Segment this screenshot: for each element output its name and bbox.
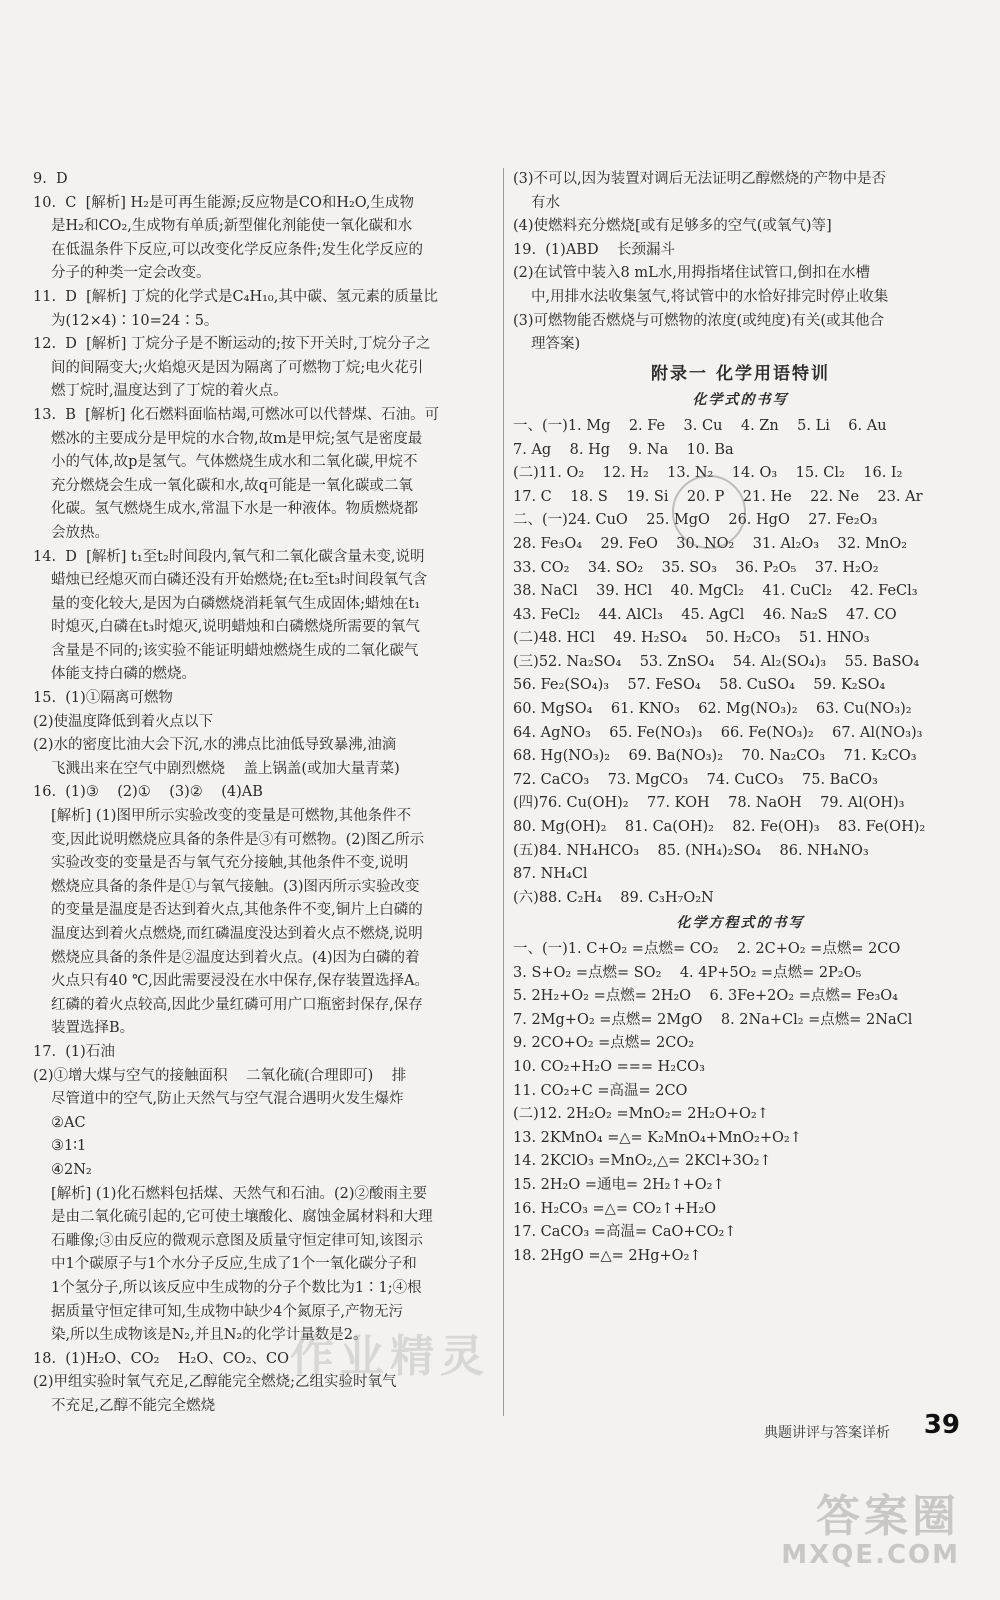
- footer-label: 典题讲评与答案详析: [764, 1425, 890, 1441]
- page-number: 39: [923, 1410, 960, 1440]
- answer-line: 小的气体,故p是氢气。气体燃烧生成水和二氧化碳,甲烷不: [51, 454, 418, 471]
- answer-line: (2)使温度降低到着火点以下: [33, 713, 214, 730]
- stamp-icon: [672, 475, 746, 549]
- answer-line: 13. B [解析] 化石燃料面临枯竭,可燃冰可以代替煤、石油。可: [33, 406, 440, 423]
- answer-line: 体能支持白磷的燃烧。: [51, 666, 196, 683]
- answer-line: (2)甲组实验时氧气充足,乙醇能完全燃烧;乙组实验时氧气: [33, 1374, 397, 1391]
- answer-line: ④2N₂: [51, 1161, 92, 1178]
- formula-line: 二、(一)24. CuO 25. MgO 26. HgO 27. Fe₂O₃: [513, 512, 878, 529]
- answer-line: [解析] (1)化石燃料包括煤、天然气和石油。(2)②酸雨主要: [51, 1185, 427, 1202]
- formula-line: 60. MgSO₄ 61. KNO₃ 62. Mg(NO₃)₂ 63. Cu(NO₃)₂: [513, 701, 912, 718]
- formula-line: 64. AgNO₃ 65. Fe(NO₃)₃ 66. Fe(NO₃)₂ 67. Al(NO₃)₃: [513, 724, 923, 741]
- answer-line: 中1个碳原子与1个水分子反应,生成了1个一氧化碳分子和: [51, 1256, 417, 1273]
- answer-line: 时熄灭,白磷在t₃时熄灭,说明蜡烛和白磷燃烧所需要的氧气: [51, 619, 420, 636]
- watermark-url: MXQE.COM: [781, 1540, 960, 1570]
- answer-line: (2)水的密度比油大会下沉,水的沸点比油低导致暴沸,油滴: [33, 737, 397, 754]
- equation-line: 5. 2H₂+O₂ =点燃= 2H₂O 6. 3Fe+2O₂ =点燃= Fe₃O₄: [513, 988, 898, 1005]
- answer-line: 燃烧应具备的条件是①与氧气接触。(3)图丙所示实验改变: [51, 878, 420, 895]
- answer-line: 尽管道中的空气,防止天然气与空气混合遇明火发生爆炸: [51, 1091, 404, 1108]
- formula-line: 33. CO₂ 34. SO₂ 35. SO₃ 36. P₂O₅ 37. H₂O₂: [513, 559, 879, 576]
- answer-line: 的变量是温度是否达到着火点,其他条件不变,铜片上白磷的: [51, 902, 423, 919]
- column-divider: [503, 168, 504, 1416]
- answer-line: 火点只有40 ℃,因此需要浸没在水中保存,保存装置选择A。: [51, 973, 429, 990]
- answer-line: (4)使燃料充分燃烧[或有足够多的空气(或氧气)等]: [513, 218, 832, 235]
- answer-line: 10. C [解析] H₂是可再生能源;反应物是CO和H₂O,生成物: [33, 194, 414, 211]
- equation-line: 一、(一)1. C+O₂ =点燃= CO₂ 2. 2C+O₂ =点燃= 2CO: [513, 941, 901, 957]
- answer-line: (2)在试管中装入8 mL水,用拇指堵住试管口,倒扣在水槽: [513, 265, 870, 282]
- formula-line: (四)76. Cu(OH)₂ 77. KOH 78. NaOH 79. Al(OH)₃: [513, 795, 905, 812]
- formula-line: 43. FeCl₂ 44. AlCl₃ 45. AgCl 46. Na₂S 47. CO: [513, 606, 897, 623]
- formula-subheading: 化学式的书写: [692, 392, 789, 409]
- equation-line: 10. CO₂+H₂O === H₂CO₃: [513, 1058, 705, 1075]
- answer-line: 据质量守恒定律可知,生成物中缺少4个氮原子,产物无污: [51, 1303, 403, 1320]
- answer-line: 1个氢分子,所以该反应中生成物的分子个数比为1∶1;④根: [51, 1279, 422, 1296]
- answer-line: 在低温条件下反应,可以改变化学反应条件;发生化学反应的: [51, 241, 423, 258]
- equation-line: 13. 2KMnO₄ =△= K₂MnO₄+MnO₂+O₂↑: [513, 1129, 802, 1146]
- appendix-heading: 附录一 化学用语特训: [651, 363, 830, 384]
- formula-line: 87. NH₄Cl: [513, 866, 588, 883]
- answer-line: 间的间隔变大;火焰熄灭是因为隔离了可燃物丁烷;电火花引: [51, 359, 424, 376]
- answer-line: 燃丁烷时,温度达到了丁烷的着火点。: [51, 383, 288, 400]
- answer-line: 15. (1)①隔离可燃物: [33, 690, 173, 707]
- answer-line: 变,因此说明燃烧应具备的条件是③有可燃物。(2)图乙所示: [51, 831, 425, 848]
- formula-line: 72. CaCO₃ 73. MgCO₃ 74. CuCO₃ 75. BaCO₃: [513, 771, 878, 788]
- answer-line: 有水: [531, 194, 560, 211]
- formula-line: 38. NaCl 39. HCl 40. MgCl₂ 41. CuCl₂ 42. FeCl₃: [513, 583, 918, 600]
- answer-line: 充分燃烧会生成一氧化碳和水,故q可能是一氧化碳或二氧: [51, 477, 413, 494]
- answer-line: 9. D: [33, 171, 68, 187]
- answer-line: 会放热。: [51, 524, 109, 541]
- answer-line: 装置选择B。: [51, 1020, 135, 1037]
- answer-line: 量的变化较大,是因为白磷燃烧消耗氧气生成固体;蜡烛在t₁: [51, 595, 421, 612]
- answer-line: [解析] (1)图甲所示实验改变的变量是可燃物,其他条件不: [51, 808, 412, 825]
- answer-line: 温度达到着火点燃烧,而红磷温度没达到着火点不燃烧,说明: [51, 926, 423, 942]
- answer-line: 化碳。氢气燃烧生成水,常温下水是一种液体。物质燃烧都: [51, 501, 419, 518]
- formula-line: 17. C 18. S 19. Si 20. P 21. He 22. Ne 23. Ar: [513, 488, 923, 505]
- answer-line: 燃烧应具备的条件是②温度达到着火点。(4)因为白磷的着: [51, 949, 420, 966]
- formula-line: (二)11. O₂ 12. H₂ 13. N₂ 14. O₃ 15. Cl₂ 16. I₂: [513, 465, 903, 482]
- answer-line: 染,所以生成物该是N₂,并且N₂的化学计量数是2。: [51, 1327, 368, 1344]
- answer-line: 实验改变的变量是否与氧气充分接触,其他条件不变,说明: [51, 855, 409, 872]
- left-column: [33, 168, 498, 1418]
- answer-line: (3)不可以,因为装置对调后无法证明乙醇燃烧的产物中是否: [513, 171, 887, 187]
- equation-line: 9. 2CO+O₂ =点燃= 2CO₂: [513, 1035, 695, 1052]
- equation-line: 17. CaCO₃ =高温= CaO+CO₂↑: [513, 1224, 737, 1241]
- watermark-logo: 答案圈: [816, 1491, 960, 1542]
- answer-line: 飞溅出来在空气中剧烈燃烧 盖上锅盖(或加大量青菜): [51, 760, 400, 777]
- answer-line: 分子的种类一定会改变。: [51, 265, 211, 282]
- formula-line: 68. Hg(NO₃)₂ 69. Ba(NO₃)₂ 70. Na₂CO₃ 71. K₂CO₃: [513, 748, 917, 765]
- answer-line: 16. (1)③ (2)① (3)② (4)AB: [33, 784, 263, 801]
- answer-line: 蜡烛已经熄灭而白磷还没有开始燃烧;在t₂至t₃时间段氧气含: [51, 572, 428, 589]
- formula-line: (五)84. NH₄HCO₃ 85. (NH₄)₂SO₄ 86. NH₄NO₃: [513, 842, 869, 859]
- answer-line: 17. (1)石油: [33, 1043, 115, 1060]
- formula-line: 一、(一)1. Mg 2. Fe 3. Cu 4. Zn 5. Li 6. Au: [513, 417, 887, 434]
- equation-line: 3. S+O₂ =点燃= SO₂ 4. 4P+5O₂ =点燃= 2P₂O₅: [513, 964, 862, 981]
- answer-line: ③1∶1: [51, 1138, 87, 1155]
- answer-line: 是由二氧化硫引起的,它可使土壤酸化、腐蚀金属材料和大理: [51, 1209, 433, 1226]
- formula-line: (六)88. C₂H₄ 89. C₃H₇O₂N: [513, 889, 714, 906]
- equation-line: 15. 2H₂O =通电= 2H₂↑+O₂↑: [513, 1176, 725, 1193]
- answer-line: 中,用排水法收集氢气,将试管中的水恰好排完时停止收集: [531, 288, 889, 305]
- answer-line: 燃冰的主要成分是甲烷的水合物,故m是甲烷;氢气是密度最: [51, 430, 423, 447]
- answer-line: 19. (1)ABD 长颈漏斗: [513, 241, 676, 258]
- equation-line: 14. 2KClO₃ =MnO₂,△= 2KCl+3O₂↑: [513, 1153, 772, 1170]
- equation-line: 18. 2HgO =△= 2Hg+O₂↑: [513, 1247, 702, 1264]
- answer-line: 石雕像;③由反应的微观示意图及质量守恒定律可知,该图示: [51, 1232, 423, 1249]
- answer-line: 14. D [解析] t₁至t₂时间段内,氧气和二氧化碳含量未变,说明: [33, 548, 425, 565]
- answer-line: 是H₂和CO₂,生成物有单质;新型催化剂能使一氧化碳和水: [51, 218, 413, 235]
- equation-line: 7. 2Mg+O₂ =点燃= 2MgO 8. 2Na+Cl₂ =点燃= 2NaCl: [513, 1011, 913, 1028]
- watermark-text: 作业精灵: [290, 1331, 490, 1382]
- answer-line: 红磷的着火点较高,因此少量红磷可用广口瓶密封保存,保存: [51, 996, 423, 1013]
- answer-line: 11. D [解析] 丁烷的化学式是C₄H₁₀,其中碳、氢元素的质量比: [33, 288, 438, 305]
- formula-line: 56. Fe₂(SO₄)₃ 57. FeSO₄ 58. CuSO₄ 59. K₂SO₄: [513, 677, 886, 694]
- answer-line: 含量是不同的;该实验不能证明蜡烛燃烧生成的二氧化碳气: [51, 642, 419, 659]
- answer-line: 不充足,乙醇不能完全燃烧: [51, 1397, 216, 1414]
- answer-line: (3)可燃物能否燃烧与可燃物的浓度(或纯度)有关(或其他合: [513, 312, 885, 329]
- formula-line: 80. Mg(OH)₂ 81. Ca(OH)₂ 82. Fe(OH)₃ 83. Fe(OH)₂: [513, 819, 926, 836]
- equation-line: 11. CO₂+C =高温= 2CO: [513, 1082, 688, 1099]
- answer-line: ②AC: [51, 1114, 86, 1131]
- equation-subheading: 化学方程式的书写: [676, 915, 805, 932]
- answer-line: 12. D [解析] 丁烷分子是不断运动的;按下开关时,丁烷分子之: [33, 336, 431, 353]
- answer-line: 理答案): [531, 336, 581, 353]
- formula-line: 28. Fe₃O₄ 29. FeO 30. NO₂ 31. Al₂O₃ 32. MnO₂: [513, 535, 908, 552]
- formula-list: [513, 415, 968, 910]
- right-top-answers: [513, 168, 968, 357]
- equation-line: 16. H₂CO₃ =△= CO₂↑+H₂O: [513, 1200, 717, 1217]
- equation-list: [513, 938, 968, 1268]
- formula-line: (三)52. Na₂SO₄ 53. ZnSO₄ 54. Al₂(SO₄)₃ 55. BaSO₄: [513, 653, 920, 670]
- answer-line: 18. (1)H₂O、CO₂ H₂O、CO₂、CO: [33, 1350, 290, 1367]
- formula-line: (二)48. HCl 49. H₂SO₄ 50. H₂CO₃ 51. HNO₃: [513, 630, 870, 647]
- right-column: [513, 168, 968, 1268]
- equation-line: (二)12. 2H₂O₂ =MnO₂= 2H₂O+O₂↑: [513, 1106, 769, 1123]
- answer-line: 为(12×4)∶10=24∶5。: [51, 312, 219, 329]
- answer-line: (2)①增大煤与空气的接触面积 二氧化硫(合理即可) 排: [33, 1067, 407, 1084]
- formula-line: 7. Ag 8. Hg 9. Na 10. Ba: [513, 441, 734, 458]
